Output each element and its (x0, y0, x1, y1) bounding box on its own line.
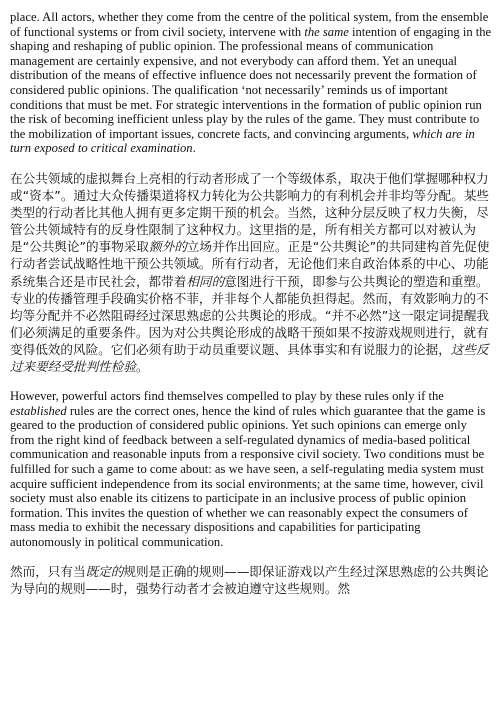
text-segment: 然而，只有当 (10, 563, 86, 579)
text-segment: However, powerful actors find themselves compelled to play by these rules only if the (10, 389, 444, 404)
text-segment: 。 (135, 358, 149, 374)
paragraph-english-1 (10, 10, 492, 156)
text-segment: 立场并作出回应。正是“公共舆论”的共同建构首先促使行动者尝试战略性地干预公共领域。所有行动者，无论他们来自政治体系的中心、功能系统集合还是市民社会，都带着 (10, 239, 490, 289)
paragraph-chinese-2 (10, 563, 492, 597)
text-segment-italic: established (10, 403, 67, 418)
text-segment: intention of engaging in the shaping and reshaping of public opinion. The professional means of communication management are certainly expensive, and not everybody can afford them. Yet an unequal distribution of the means of effective influence does not necessarily prevent the formation of considered public opinions. The qualification ‘not necessarily’ reminds us of important conditions that must be met. For strategic interventions in the formation of public opinion run the risk of becoming inefficient unless play by the rules of the game. They must contribute to the mobilization of important issues, concrete facts, and convincing arguments, (10, 24, 492, 141)
document-page (10, 10, 492, 597)
paragraph-english-2 (10, 389, 492, 550)
text-segment-italic: 相同的 (186, 273, 225, 289)
paragraph-chinese-1 (10, 170, 492, 375)
text-segment-italic: the same (304, 24, 349, 39)
text-segment-italic: 这些反过来要经受批判性检验 (10, 341, 489, 374)
text-segment: place. All actors, whether they come from the centre of the political system, from the ensemble of functional systems or from civil society, intervene with (10, 10, 489, 39)
text-segment-italic: 额外的 (149, 239, 187, 255)
text-segment: . (192, 141, 196, 156)
text-segment: 意图进行干预，即参与公共舆论的塑造和重塑。专业的传播管理手段确实价格不菲，并非每个人都能负担得起。然而，有效影响力的不均等分配并不必然阻碍经过深思熟虑的公共舆论的形成。“并不必然”这一限定词提醒我们必须满足的重要条件。因为对公共舆论形成的战略干预如果不按游戏规则进行，就有变得低效的风险。它们必须有助于动员重要议题、具体事实和有说服力的论据， (10, 273, 490, 357)
text-segment: 规则是正确的规则——即保证游戏以产生经过深思熟虑的公共舆论为导向的规则——时，强势行动者才会被迫遵守这些规则。然 (10, 563, 489, 596)
text-segment-italic: 既定的 (85, 563, 124, 579)
text-segment-italic: which are in turn exposed to critical examination (10, 126, 475, 156)
text-segment: rules are the correct ones, hence the kind of rules which guarantee that the game is geared to the production of considered public opinions. Yet such opinions can emerge only from the right kind of feedback between a self-regulated dynamics of media-based political communication and reasonable inputs from a responsive civil society. Two conditions must be fulfilled for such a game to come about: as we have seen, a self-regulating media system must acquire sufficient independence from its social environments; at the same time, however, civil society must also enable its citizens to participate in an inclusive process of public opinion formation. This invites the question of whether we can reasonably expect the consumers of mass media to exhibit the necessary dispositions and capabilities for participating autonomously in political communication. (10, 403, 486, 549)
text-segment: 在公共领域的虚拟舞台上亮相的行动者形成了一个等级体系，取决于他们掌握哪种权力或“资本”。通过大众传播渠道将权力转化为公共影响力的有利机会并非均等分配。某些类型的行动者比其他人拥有更多定期干预的机会。当然，这种分层反映了权力失衡，尽管公共领域特有的反身性限制了这种权力。这里指的是，所有相关方都可以对被认为是“公共舆论”的事物采取 (10, 170, 490, 255)
